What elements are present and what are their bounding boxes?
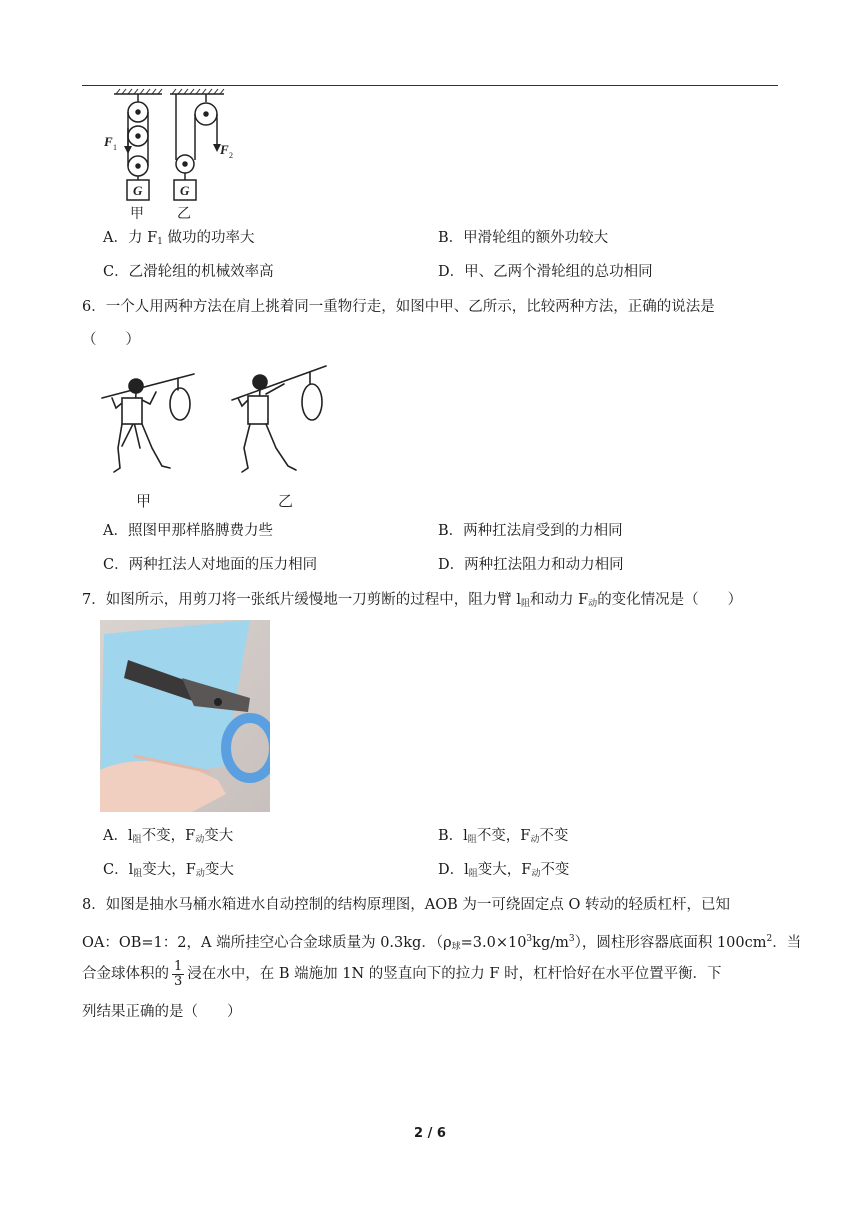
fig6-label-jia: 甲 bbox=[136, 492, 152, 510]
page-number: 2 / 6 bbox=[414, 1126, 446, 1141]
q7-a-p4: 变大 bbox=[204, 828, 234, 844]
q7-c-p4: 变大 bbox=[204, 862, 234, 878]
f1-label: F bbox=[104, 134, 113, 149]
q5-option-b: B．甲滑轮组的额外功较大 bbox=[438, 230, 609, 246]
q7-stem-sub2: 动 bbox=[588, 599, 598, 609]
q7-option-b bbox=[438, 826, 568, 850]
carrying-figure bbox=[98, 362, 330, 512]
q7-stem bbox=[82, 590, 742, 614]
q7-b-p1: 阻 bbox=[467, 835, 477, 845]
frac-num: 1 bbox=[174, 958, 183, 974]
f2-label: F bbox=[220, 142, 229, 157]
q7-stem-post: 的变化情况是（ ） bbox=[597, 592, 743, 608]
q6-option-b: B．两种扛法肩受到的力相同 bbox=[438, 523, 623, 539]
q5-option-a-text: A．力 F bbox=[103, 230, 158, 246]
q8-line2-end: ．当 bbox=[772, 935, 802, 951]
q7-b-p3: 动 bbox=[530, 835, 540, 845]
q5-option-a bbox=[103, 228, 255, 252]
q8-line2-sup: 3 bbox=[526, 934, 533, 944]
q7-option-a bbox=[103, 826, 233, 850]
f2-sub: 2 bbox=[229, 151, 233, 160]
q8-line2-sup2: 3 bbox=[568, 934, 575, 944]
q7-stem-mid: 和动力 F bbox=[530, 592, 589, 608]
q7-a-p1: 阻 bbox=[132, 835, 142, 845]
q6-stem-line2: （ ） bbox=[82, 332, 140, 348]
q6-option-d: D．两种扛法阻力和动力相同 bbox=[438, 557, 624, 573]
q7-option-d bbox=[438, 860, 569, 884]
q5-option-d: D．甲、乙两个滑轮组的总功相同 bbox=[438, 264, 653, 280]
fraction-one-third bbox=[172, 960, 184, 989]
q8-line3-post: 浸在水中，在 B 端施加 1N 的竖直向下的拉力 F 时，杠杆恰好在水平位置平衡．下 bbox=[187, 966, 722, 982]
q8-line2-mid: =3.0×10 bbox=[460, 935, 527, 951]
q7-c-p3: 动 bbox=[195, 869, 205, 879]
q7-a-p3: 动 bbox=[195, 835, 205, 845]
q7-stem-sub1: 阻 bbox=[520, 599, 530, 609]
q7-a-p2: 不变，F bbox=[141, 828, 196, 844]
weight-label-jia: G bbox=[133, 183, 143, 198]
q8-line2-sup3: 2 bbox=[766, 934, 773, 944]
pulley-figure bbox=[100, 88, 240, 222]
header-rule bbox=[82, 85, 778, 86]
fig-label-yi: 乙 bbox=[177, 206, 191, 222]
f1-sub: 1 bbox=[113, 143, 117, 152]
q7-a-p0: A．l bbox=[103, 828, 133, 844]
q7-d-p1: 阻 bbox=[468, 869, 478, 879]
q7-c-p2: 变大，F bbox=[142, 862, 196, 878]
weight-label-yi: G bbox=[180, 183, 190, 198]
scissors-photo bbox=[100, 620, 270, 812]
q8-line3 bbox=[82, 958, 722, 990]
fig6-label-yi: 乙 bbox=[278, 492, 294, 510]
q7-d-p0: D．l bbox=[438, 862, 469, 878]
q7-d-p2: 变大，F bbox=[477, 862, 532, 878]
q6-option-a: A．照图甲那样胳膊费力些 bbox=[103, 523, 273, 539]
q6-option-c: C．两种扛法人对地面的压力相同 bbox=[103, 557, 318, 573]
frac-den: 3 bbox=[174, 973, 183, 989]
q7-d-p4: 不变 bbox=[540, 862, 570, 878]
q7-d-p3: 动 bbox=[531, 869, 541, 879]
q8-line2-mid2: kg/m bbox=[532, 935, 569, 951]
q7-b-p2: 不变，F bbox=[476, 828, 531, 844]
q7-b-p4: 不变 bbox=[539, 828, 569, 844]
fig-label-jia: 甲 bbox=[130, 206, 144, 222]
q8-line4: 列结果正确的是（ ） bbox=[82, 1004, 242, 1020]
q7-c-p1: 阻 bbox=[133, 869, 143, 879]
q8-line2-pre: OA：OB=1：2，A 端所挂空心合金球质量为 0.3kg．（ρ bbox=[82, 935, 452, 951]
q7-c-p0: C．l bbox=[103, 862, 134, 878]
q5-option-c: C．乙滑轮组的机械效率高 bbox=[103, 264, 274, 280]
q5-option-a-rest: 做功的功率大 bbox=[162, 230, 255, 246]
q6-stem-line1: 6．一个人用两种方法在肩上挑着同一重物行走，如图中甲、乙所示，比较两种方法，正确的说法是 bbox=[82, 299, 715, 315]
q7-b-p0: B．l bbox=[438, 828, 468, 844]
q8-line2 bbox=[82, 929, 801, 957]
q8-line1: 8．如图是抽水马桶水箱进水自动控制的结构原理图，AOB 为一可绕固定点 O 转动的轻质杠杆，已知 bbox=[82, 897, 730, 913]
q8-line3-pre: 合金球体积的 bbox=[82, 966, 169, 982]
q8-line2-sub: 球 bbox=[451, 942, 461, 952]
q5-option-a-sub: 1 bbox=[157, 237, 163, 247]
q8-line2-mid3: ），圆柱形容器底面积 100cm bbox=[574, 935, 767, 951]
q7-stem-pre: 7．如图所示，用剪刀将一张纸片缓慢地一刀剪断的过程中，阻力臂 l bbox=[82, 592, 521, 608]
q7-option-c bbox=[103, 860, 234, 884]
